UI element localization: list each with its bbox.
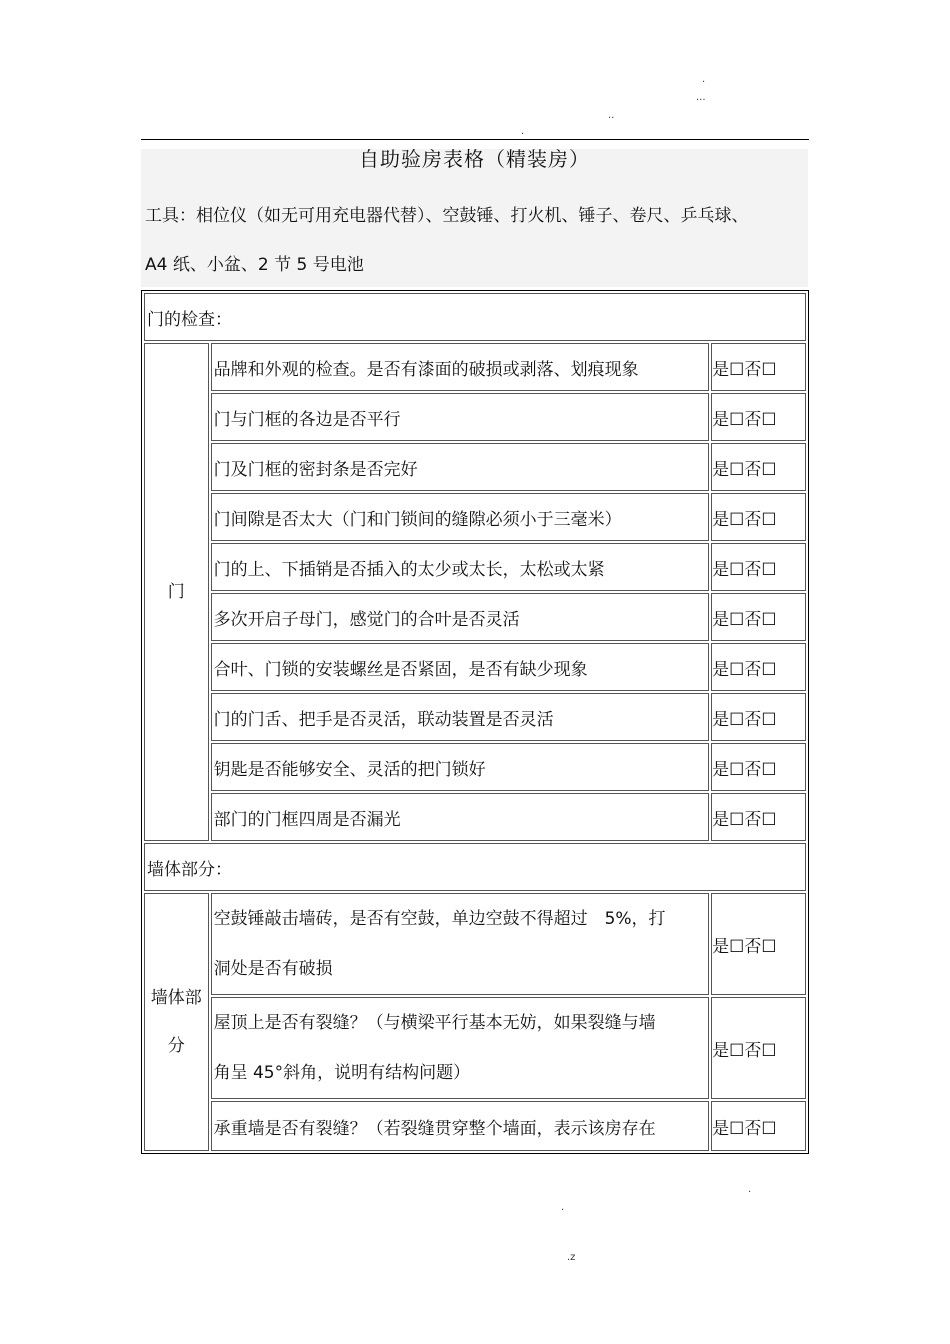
wall-item-1-line-2: 洞处是否有破损 (213, 959, 333, 979)
wall-item-2 (211, 997, 710, 1099)
door-item-2: 门与门框的各边是否平行 (211, 393, 710, 441)
footer-mark-3: .z (567, 1252, 576, 1263)
corner-mark-1: . (702, 74, 706, 85)
door-item-3-check[interactable]: 是☐否☐ (711, 443, 806, 491)
door-item-9-check[interactable]: 是☐否☐ (711, 743, 806, 791)
door-item-5-check[interactable]: 是☐否☐ (711, 543, 806, 591)
wall-item-1 (211, 893, 710, 995)
header-rule (141, 139, 809, 140)
tools-line-2: A4 纸、小盆、2 节 5 号电池 (145, 255, 364, 275)
wall-item-3 (211, 1101, 710, 1151)
wall-label-line-1: 墙体部 (150, 988, 202, 1008)
wall-item-3-line-1: 承重墙是否有裂缝？（若裂缝贯穿整个墙面，表示该房存在 (213, 1118, 656, 1139)
footer-mark-1: . (748, 1184, 752, 1195)
document-header (141, 149, 808, 287)
door-item-5: 门的上、下插销是否插入的太少或太长，太松或太紧 (211, 543, 710, 591)
footer-mark-2: . (561, 1202, 565, 1213)
door-item-1: 品牌和外观的检查。是否有漆面的破损或剥落、划痕现象 (211, 343, 710, 391)
corner-mark-2: ... (696, 92, 706, 103)
door-item-7: 合叶、门锁的安装螺丝是否紧固，是否有缺少现象 (211, 643, 710, 691)
door-item-10-check[interactable]: 是☐否☐ (711, 793, 806, 841)
door-item-3: 门及门框的密封条是否完好 (211, 443, 710, 491)
inspection-table (141, 290, 809, 1154)
wall-section-heading: 墙体部分： (144, 843, 806, 891)
wall-item-1-line-1: 空鼓锤敲击墙砖，是否有空鼓，单边空鼓不得超过 5%，打 (213, 909, 666, 929)
door-item-9: 钥匙是否能够安全、灵活的把门锁好 (211, 743, 710, 791)
wall-label-line-2: 分 (167, 1036, 185, 1056)
wall-item-3-check[interactable]: 是☐否☐ (711, 1101, 806, 1151)
door-item-6: 多次开启子母门，感觉门的合叶是否灵活 (211, 593, 710, 641)
door-item-7-check[interactable]: 是☐否☐ (711, 643, 806, 691)
page-title: 自助验房表格（精装房） (359, 147, 590, 171)
wall-item-1-check[interactable]: 是☐否☐ (711, 893, 806, 995)
door-item-2-check[interactable]: 是☐否☐ (711, 393, 806, 441)
door-item-8-check[interactable]: 是☐否☐ (711, 693, 806, 741)
wall-item-2-check[interactable]: 是☐否☐ (711, 997, 806, 1099)
tools-line-1: 工具：相位仪（如无可用充电器代替）、空鼓锤、打火机、锤子、卷尺、乒乓球、 (145, 206, 749, 226)
door-item-1-check[interactable]: 是☐否☐ (711, 343, 806, 391)
rule-mark: . (521, 126, 525, 137)
door-section-heading: 门的检查： (144, 293, 806, 341)
wall-item-2-line-1: 屋顶上是否有裂缝？（与横梁平行基本无妨，如果裂缝与墙 (213, 1013, 656, 1033)
door-item-8: 门的门舌、把手是否灵活，联动装置是否灵活 (211, 693, 710, 741)
door-item-4-check[interactable]: 是☐否☐ (711, 493, 806, 541)
wall-category-label (144, 893, 209, 1151)
door-category-label: 门 (144, 343, 209, 841)
door-item-10: 部门的门框四周是否漏光 (211, 793, 710, 841)
corner-mark-3: .. (608, 110, 615, 121)
door-item-4: 门间隙是否太大（门和门锁间的缝隙必须小于三毫米） (211, 493, 710, 541)
door-item-6-check[interactable]: 是☐否☐ (711, 593, 806, 641)
wall-item-2-line-2: 角呈 45°斜角，说明有结构问题） (213, 1063, 471, 1083)
